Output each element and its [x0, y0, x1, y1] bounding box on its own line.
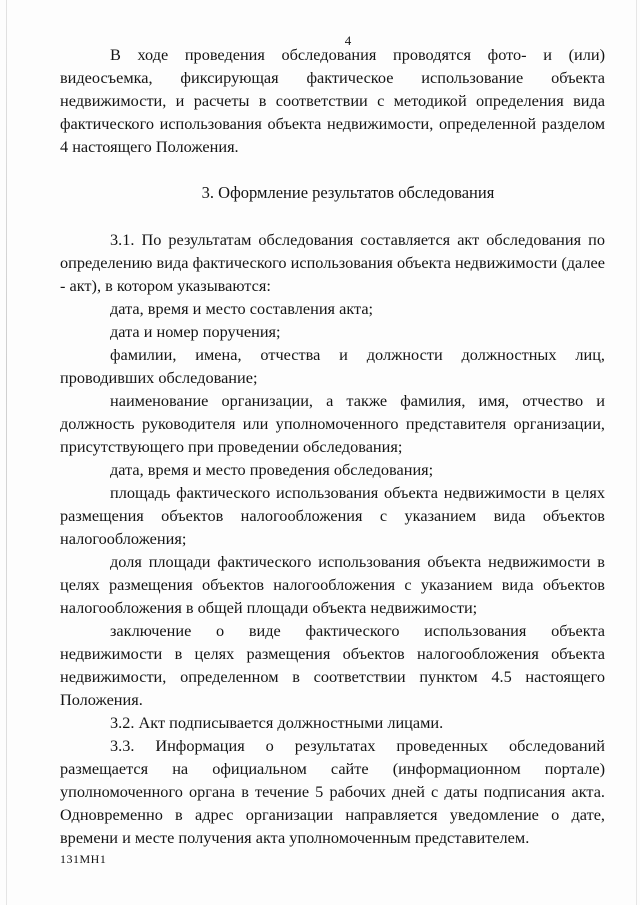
paragraph-3-2: 3.2. Акт подписывается должностными лицами.	[110, 713, 444, 732]
act-field-officials: фамилии, имена, отчества и должности должностных лиц, проводивших обследование;	[60, 345, 605, 387]
paragraph-3-1: 3.1. По результатам обследования составляется акт обследования по определению вида фактического использования объекта недвижимости (далее - акт), в котором указываются:	[60, 230, 605, 295]
document-code: 131MH1	[60, 852, 107, 866]
act-field-order: дата и номер поручения;	[110, 322, 281, 341]
page-number: 4	[344, 33, 352, 48]
act-field-date-place: дата, время и место составления акта;	[110, 299, 374, 318]
section-heading: 3. Оформление результатов обследования	[201, 183, 495, 202]
act-field-organization: наименование организации, а также фамилия, имя, отчество и должность руководителя или уполномоченного представителя организации, присутствующего при проведении обследования;	[60, 391, 605, 456]
act-field-area-share: доля площади фактического использования объекта недвижимости в целях размещения объектов налогообложения с указанием вида объектов налогообложения в общей площади объекта недвижимости;	[60, 552, 605, 617]
scan-edge-right	[636, 0, 637, 905]
act-field-inspection-time: дата, время и место проведения обследования;	[110, 460, 434, 479]
act-field-conclusion: заключение о виде фактического использования объекта недвижимости в целях размещения объектов налогообложения объекта недвижимости, определенном в соответствии пунктом 4.5 настоящего Положения.	[60, 621, 605, 709]
act-field-area: площадь фактического использования объекта недвижимости в целях размещения объектов налогообложения с указанием вида объектов налогообложения;	[60, 483, 605, 548]
scan-edge-left	[6, 0, 7, 905]
intro-paragraph: В ходе проведения обследования проводятся фото- и (или) видеосъемка, фиксирующая фактическое использование объекта недвижимости, и расчеты в соответствии с методикой определения вида фактического использования объекта недвижимости, определенной разделом 4 настоящего Положения.	[60, 45, 605, 156]
paragraph-3-3: 3.3. Информация о результатах проведенных обследований размещается на официальном сайте (информационном портале) уполномоченного органа в течение 5 рабочих дней с даты подписания акта. Одновременно в адрес организации направляется уведомление о дате, времени и месте получения акта уполномоченным представителем.	[60, 736, 605, 847]
